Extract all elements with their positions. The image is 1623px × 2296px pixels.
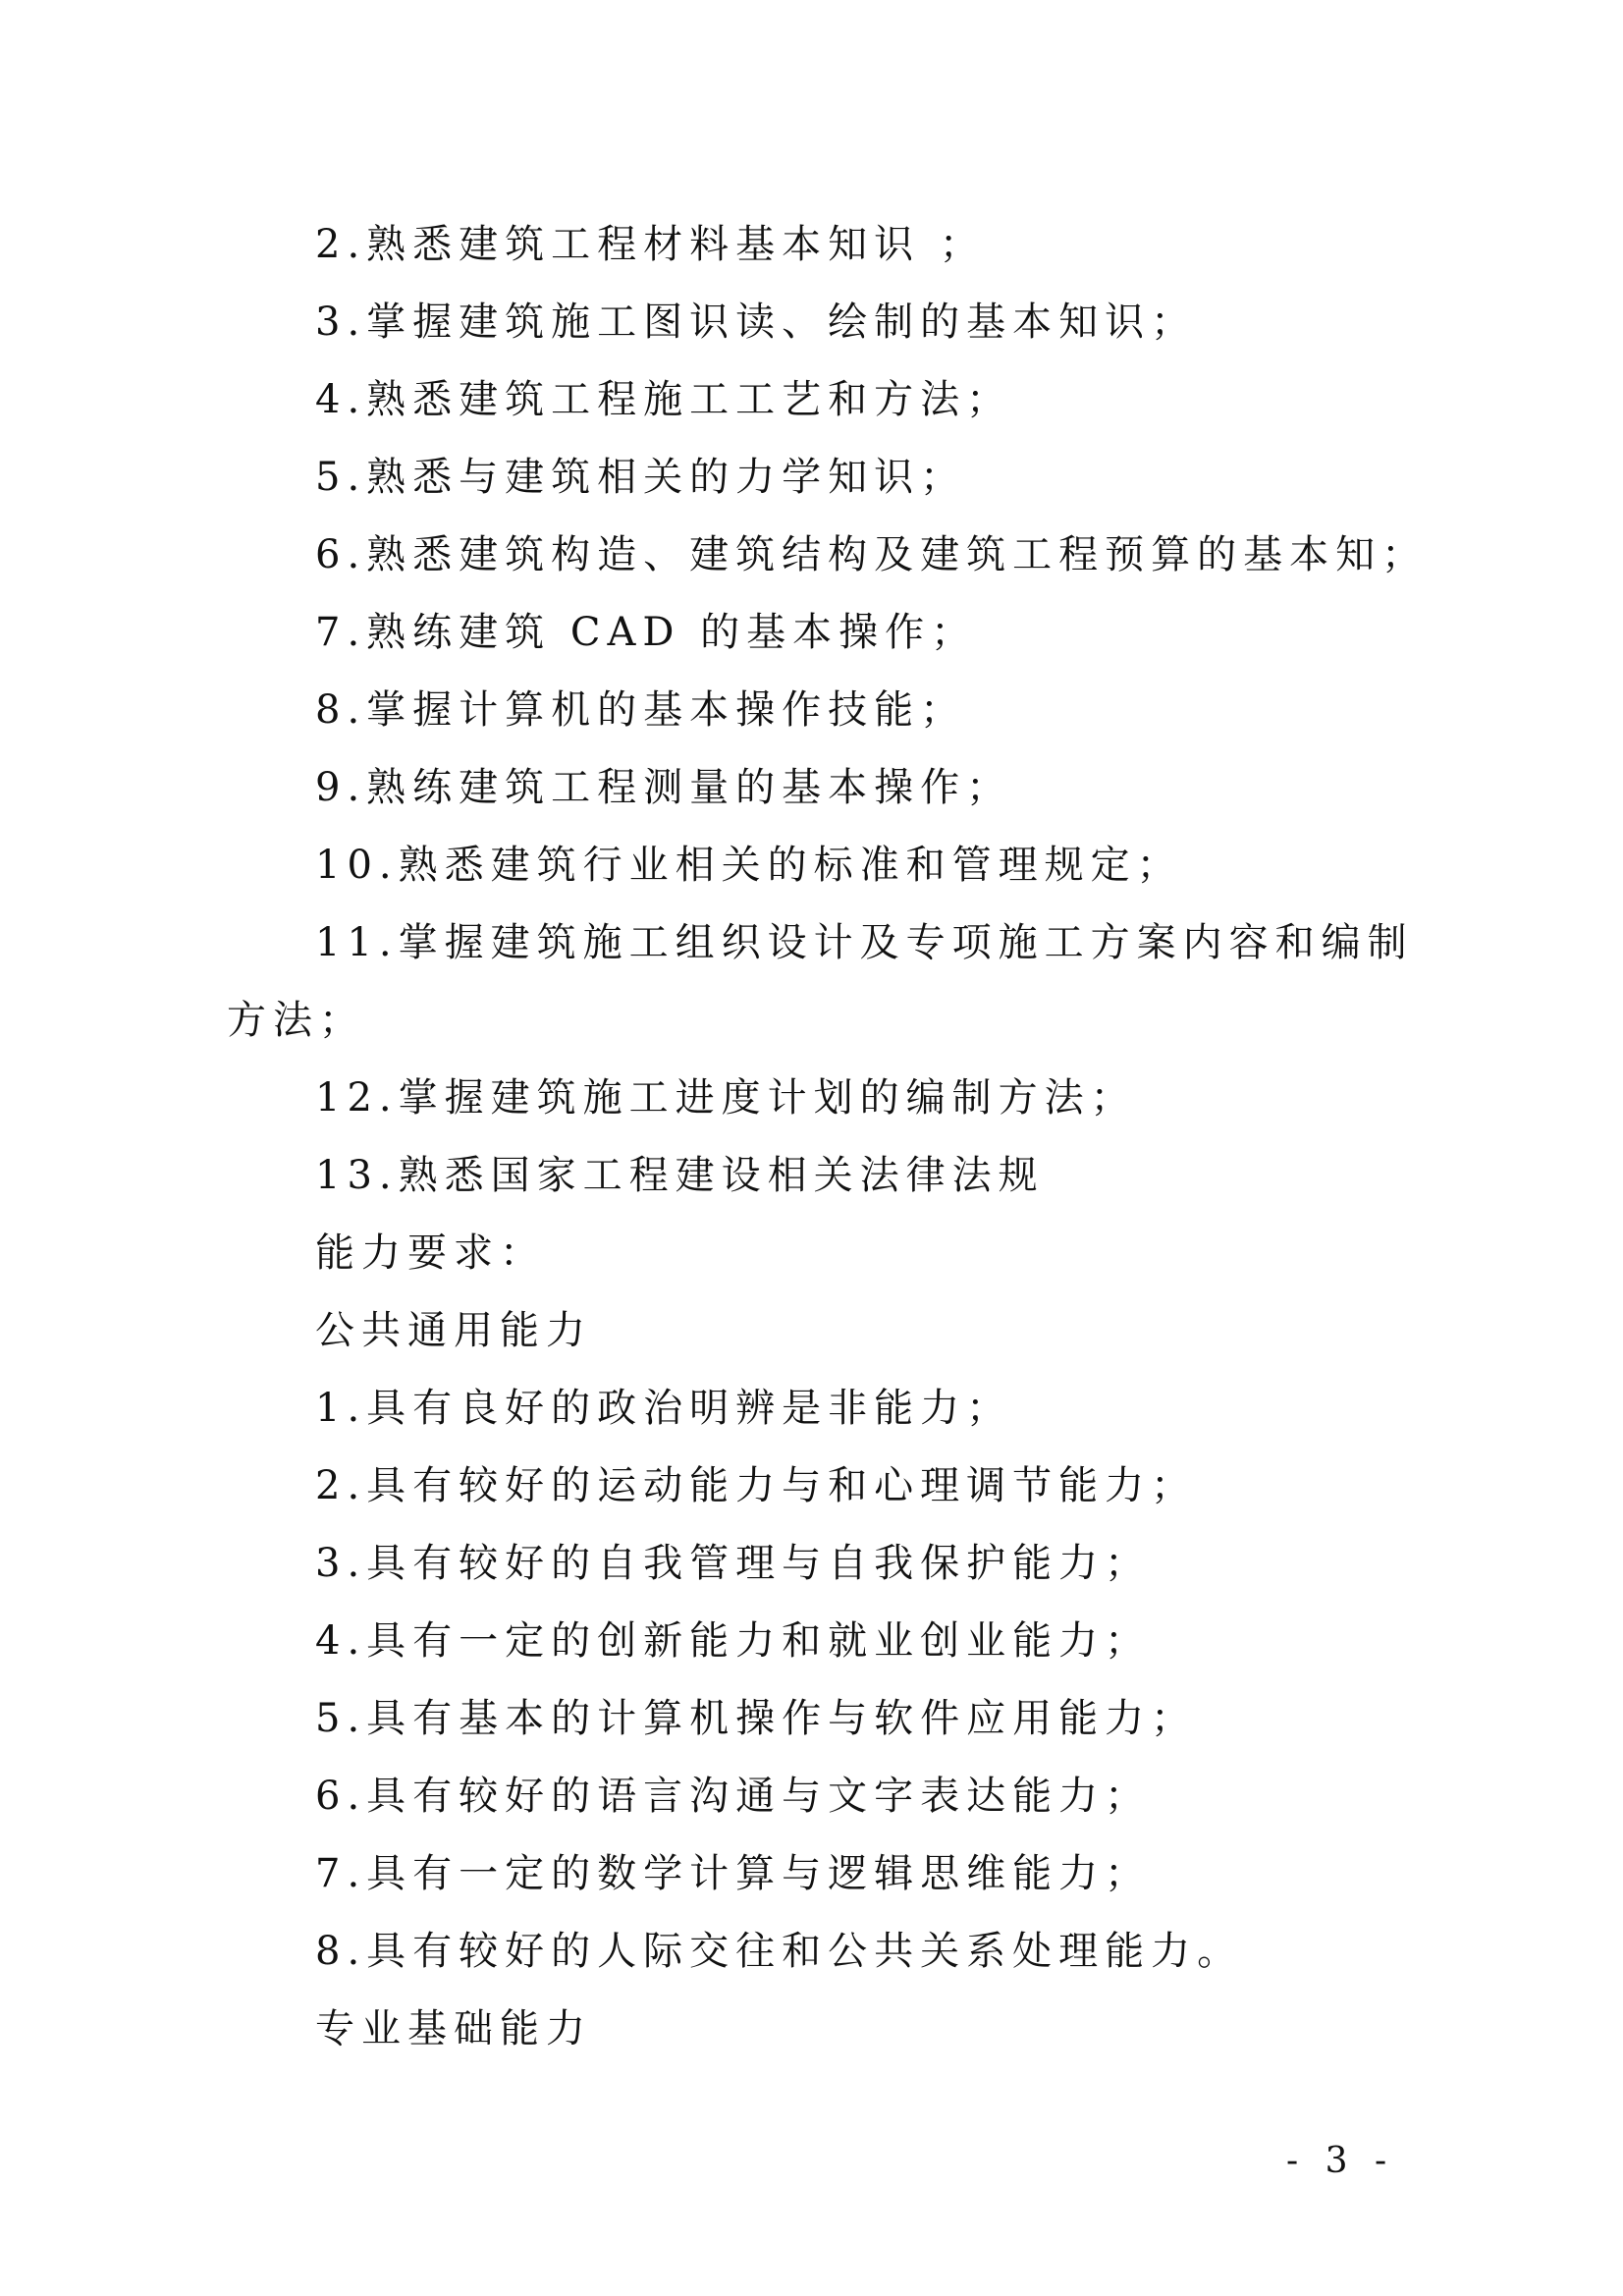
text-line: 13.熟悉国家工程建设相关法律法规 (315, 1153, 1045, 1198)
text-line: 7.具有一定的数学计算与逻辑思维能力； (315, 1851, 1152, 1896)
section-heading: 能力要求： (315, 1230, 546, 1276)
text-line: 5.熟悉与建筑相关的力学知识； (315, 455, 967, 500)
subsection-heading: 公共通用能力 (315, 1308, 592, 1353)
text-line: 2.熟悉建筑工程材料基本知识 ； (315, 222, 986, 267)
text-line: 8.掌握计算机的基本操作技能； (315, 687, 967, 733)
subsection-heading: 专业基础能力 (315, 2006, 592, 2051)
document-body (227, 206, 1429, 2068)
text-line: 7.熟练建筑 CAD 的基本操作； (315, 610, 978, 655)
text-line: 1.具有良好的政治明辨是非能力； (315, 1386, 1013, 1431)
text-line-continuation: 方法； (227, 998, 365, 1043)
text-line: 8.具有较好的人际交往和公共关系处理能力。 (315, 1929, 1244, 1974)
text-line: 9.熟练建筑工程测量的基本操作； (315, 765, 1013, 810)
text-line: 6.具有较好的语言沟通与文字表达能力； (315, 1774, 1152, 1819)
text-line: 3.掌握建筑施工图识读、绘制的基本知识； (315, 300, 1198, 345)
text-line: 4.熟悉建筑工程施工工艺和方法； (315, 377, 1013, 422)
page-number: - 3 - (1286, 2141, 1395, 2181)
text-line: 5.具有基本的计算机操作与软件应用能力； (315, 1696, 1198, 1741)
text-line: 11.掌握建筑施工组织设计及专项施工方案内容和编制 (315, 920, 1414, 965)
text-line: 12.掌握建筑施工进度计划的编制方法； (315, 1075, 1137, 1121)
text-line: 6.熟悉建筑构造、建筑结构及建筑工程预算的基本知； (315, 532, 1429, 577)
text-line: 2.具有较好的运动能力与和心理调节能力； (315, 1463, 1198, 1508)
text-line: 3.具有较好的自我管理与自我保护能力； (315, 1541, 1152, 1586)
text-line: 10.熟悉建筑行业相关的标准和管理规定； (315, 843, 1183, 888)
text-line: 4.具有一定的创新能力和就业创业能力； (315, 1618, 1152, 1664)
